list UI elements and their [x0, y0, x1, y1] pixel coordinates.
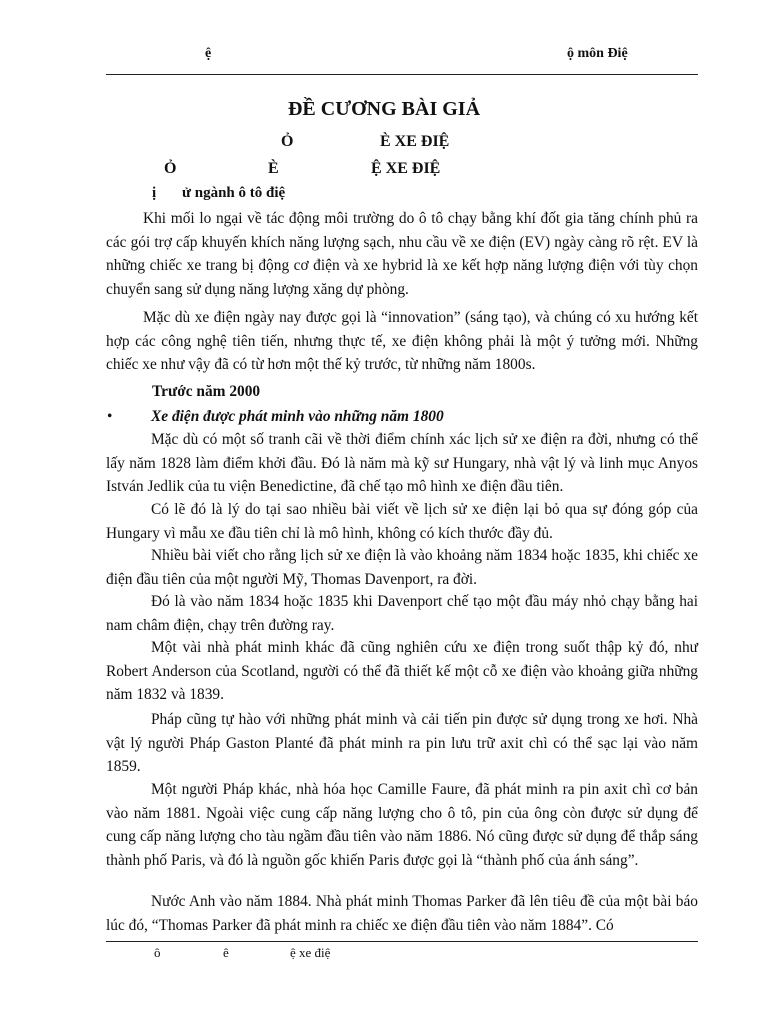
paragraph-body-5: Một vài nhà phát minh khác đã cũng nghiên cứu xe điện trong suốt thập kỷ đó, như Robert Anderson của Scotland, người có thể đã thiết kế một cỗ xe điện vào khoảng giữa những năm 1832 và 1839.: [106, 639, 698, 703]
heading-2-part-a: Ỏ: [164, 160, 177, 177]
paragraph-body-7: Một người Pháp khác, nhà hóa học Camille Faure, đã phát minh ra pin axit chì cơ bản vào năm 1881. Ngoài việc cung cấp năng lượng cho ô tô, pin của ông còn được sử dụng để cung cấp năng lượng cho tàu ngầm đầu tiên vào năm 1886. Nó cũng được sử dụng để thắp sáng thành phố Paris, và đó là nguồn gốc khiến Paris được gọi là “thành phố của ánh sáng”.: [106, 781, 698, 869]
heading-3-part-a: ị: [152, 185, 157, 201]
header-right: ộ môn Điệ: [567, 46, 628, 61]
paragraph-intro-2: Mặc dù xe điện ngày nay được gọi là “innovation” (sáng tạo), và chúng có xu hướng kết hợp các công nghệ tiên tiến, nhưng thực tế, xe điện không phải là một ý tưởng mới. Những chiếc xe như vậy đã có từ hơn một thế kỷ trước, từ những năm 1800s.: [106, 309, 698, 373]
heading-3-part-b: ử ngành ô tô điệ: [182, 185, 286, 201]
heading-1-part-b: È XE ĐIỆ: [380, 133, 450, 150]
paragraph-body-8: Nước Anh vào năm 1884. Nhà phát minh Thomas Parker đã lên tiêu đề của một bài báo lúc đó, “Thomas Parker đã phát minh ra chiếc xe điện đầu tiên vào năm 1884”. Có: [106, 893, 698, 934]
footer-part-b: ê: [223, 945, 229, 960]
paragraph-body-4: Đó là vào năm 1834 hoặc 1835 khi Davenport chế tạo một đầu máy nhỏ chạy bằng hai nam châm điện, chạy trên đường ray.: [106, 593, 698, 634]
paragraph-body-2: Có lẽ đó là lý do tại sao nhiều bài viết về lịch sử xe điện lại bỏ qua sự đóng góp của Hungary vì mẫu xe đầu tiên chỉ là mô hình, không có kích thước đầy đủ.: [106, 501, 698, 542]
heading-2-part-b: È: [268, 160, 279, 177]
bullet-marker: •: [107, 408, 113, 425]
header-rule: [106, 74, 698, 75]
paragraph-body-1: Mặc dù có một số tranh cãi về thời điểm chính xác lịch sử xe điện ra đời, nhưng có thể lấy năm 1828 làm điểm khởi đầu. Đó là năm mà kỹ sư Hungary, nhà vật lý và linh mục Anyos István Jedlik của tu viện Benedictine, đã chế tạo mô hình xe điện đầu tiên.: [106, 431, 698, 495]
paragraph-body-3: Nhiều bài viết cho rằng lịch sử xe điện là vào khoảng năm 1834 hoặc 1835, khi chiếc xe điện đầu tiên của một người Mỹ, Thomas Davenport, ra đời.: [106, 547, 698, 588]
paragraph-intro-1: Khi mối lo ngại về tác động môi trường do ô tô chạy bằng khí đốt gia tăng chính phủ ra các gói trợ cấp khuyến khích năng lượng sạch, nhu cầu về xe điện (EV) ngày càng rõ rệt. EV là những chiếc xe trang bị động cơ điện và xe hybrid là xe kết hợp năng lượng điện với tùy chọn chuyển sang sử dụng năng lượng xăng dự phòng.: [106, 210, 698, 298]
footer-part-a: ô: [154, 945, 161, 960]
header-left: ệ: [205, 46, 212, 61]
paragraph-body-6: Pháp cũng tự hào với những phát minh và cải tiến pin được sử dụng trong xe hơi. Nhà vật lý người Pháp Gaston Planté đã phát minh ra pin lưu trữ axit chì có thể sạc lại vào năm 1859.: [106, 711, 698, 775]
heading-2-part-c: Ệ XE ĐIỆ: [371, 160, 441, 177]
section-label: Trước năm 2000: [152, 383, 261, 400]
footer-part-c: ệ xe điệ: [290, 945, 331, 960]
document-title: ĐỀ CƯƠNG BÀI GIẢ: [287, 98, 481, 120]
heading-1-part-a: Ỏ: [281, 133, 294, 150]
footer-rule: [106, 941, 698, 942]
bullet-heading: Xe điện được phát minh vào những năm 1800: [151, 408, 444, 425]
